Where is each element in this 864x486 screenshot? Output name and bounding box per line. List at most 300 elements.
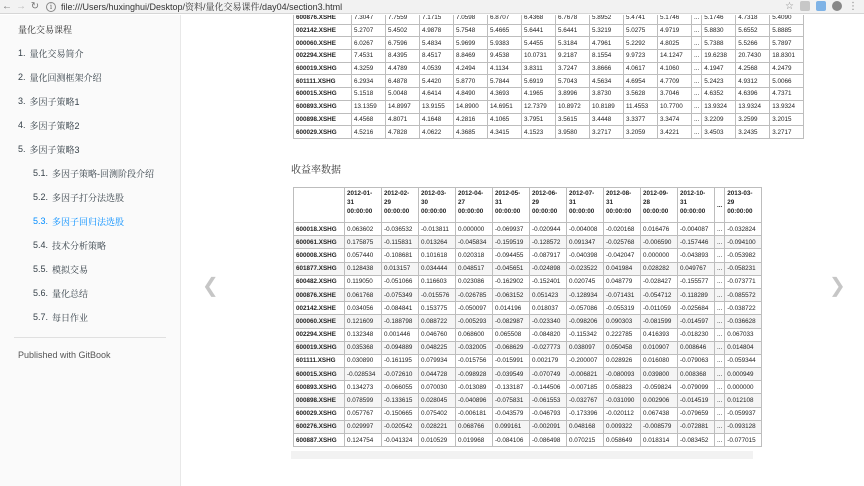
table-cell: 0.078599	[345, 394, 382, 407]
address-bar[interactable]: file:///Users/huxinghui/Desktop/资料/量化交易课件/day04/section3.html	[61, 2, 343, 12]
table-cell: -0.162902	[493, 275, 530, 288]
table-cell: -0.050097	[456, 302, 493, 315]
row-index-cell: 600887.XSHG	[294, 434, 345, 447]
table-cell: 5.8770	[454, 75, 488, 88]
table-cell: 5.8952	[590, 15, 624, 24]
sidebar-item-label: 技术分析策略	[52, 240, 107, 251]
table-cell: 5.4834	[420, 37, 454, 50]
table-cell: 5.2292	[624, 37, 658, 50]
table-cell: 0.132348	[345, 328, 382, 341]
table-cell: 4.1065	[488, 113, 522, 126]
table-cell: 20.7430	[736, 50, 770, 63]
table-cell: 13.9324	[770, 100, 804, 113]
table-cell: -0.038722	[725, 302, 762, 315]
row-index-cell: 600876.XSHE	[294, 15, 352, 24]
table-cell: 3.4503	[702, 126, 736, 139]
table-cell: 0.028282	[641, 262, 678, 275]
ellipsis-cell: ...	[692, 75, 702, 88]
ellipsis-cell: ...	[715, 223, 725, 236]
table-cell: -0.059824	[641, 381, 678, 394]
table-cell: 4.7961	[590, 37, 624, 50]
table-cell: -0.094889	[382, 341, 419, 354]
sidebar-item-label: 多因子策略2	[29, 120, 80, 131]
table-cell: -0.128572	[530, 236, 567, 249]
table-cell: 3.2717	[590, 126, 624, 139]
table-cell: -0.023522	[567, 262, 604, 275]
table-cell: 6.0267	[352, 37, 386, 50]
table-cell: 0.013264	[419, 236, 456, 249]
ellipsis-cell: ...	[715, 236, 725, 249]
table-cell: 3.2015	[770, 113, 804, 126]
table-cell: 6.8707	[488, 15, 522, 24]
table-cell: -0.073771	[725, 275, 762, 288]
table-cell: 0.002906	[641, 394, 678, 407]
table-cell: -0.079099	[678, 381, 715, 394]
ellipsis-cell: ...	[692, 113, 702, 126]
table-cell: -0.015576	[419, 288, 456, 301]
sidebar-item-label: 多因子回归法选股	[52, 216, 125, 227]
sidebar-item-number: 2.	[18, 72, 26, 82]
table-cell: 5.0048	[386, 88, 420, 101]
back-arrow-icon[interactable]: ←	[2, 1, 12, 12]
table-cell: 0.051423	[530, 288, 567, 301]
row-index-cell: 000898.XSHE	[294, 113, 352, 126]
section-heading: 收益率数据	[291, 165, 341, 176]
table-cell: 0.070215	[567, 434, 604, 447]
book-title[interactable]: 量化交易课程	[18, 25, 73, 35]
table-cell: 9.2187	[556, 50, 590, 63]
row-index-cell: 600019.XSHG	[294, 62, 352, 75]
table-cell: -0.058231	[725, 262, 762, 275]
table-cell: 0.039800	[641, 368, 678, 381]
table-cell: -0.081599	[641, 315, 678, 328]
row-index-cell: 000060.XSHE	[294, 315, 345, 328]
table-cell: 5.4665	[488, 24, 522, 37]
row-index-cell: 600019.XSHG	[294, 341, 345, 354]
table-cell: 5.6441	[522, 24, 556, 37]
table-cell: 6.4368	[522, 15, 556, 24]
table-cell: -0.055319	[604, 302, 641, 315]
table-row	[294, 302, 762, 315]
table-row	[294, 420, 762, 433]
table-cell: 6.7678	[556, 15, 590, 24]
sidebar-item[interactable]	[0, 137, 180, 161]
table-cell: 5.2707	[352, 24, 386, 37]
table-cell: 10.8189	[590, 100, 624, 113]
published-with-gitbook-link[interactable]: Published with GitBook	[18, 350, 111, 360]
table-cell: -0.152401	[530, 275, 567, 288]
extension-icon[interactable]	[816, 1, 826, 11]
table-cell: -0.077015	[725, 434, 762, 447]
row-index-cell: 002294.XSHE	[294, 50, 352, 63]
table-cell: -0.133615	[382, 394, 419, 407]
sidebar-item[interactable]	[0, 233, 180, 257]
table-row	[294, 394, 762, 407]
ellipsis-cell: ...	[692, 50, 702, 63]
table-cell: 4.2568	[736, 62, 770, 75]
table-cell: 4.1060	[658, 62, 692, 75]
ellipsis-cell: ...	[692, 88, 702, 101]
sidebar-item[interactable]	[0, 305, 180, 329]
table-cell: 0.034444	[419, 262, 456, 275]
table-cell: 10.7700	[658, 100, 692, 113]
table-cell: 4.2494	[454, 62, 488, 75]
table-cell: 0.020745	[567, 275, 604, 288]
row-index-cell: 600061.XSHG	[294, 236, 345, 249]
table-cell: -0.025684	[678, 302, 715, 315]
table-row	[294, 100, 804, 113]
table-cell: 5.7548	[454, 24, 488, 37]
table-cell: 14.1247	[658, 50, 692, 63]
table-cell: 3.7046	[658, 88, 692, 101]
ellipsis-cell: ...	[715, 288, 725, 301]
table-cell: 0.067438	[641, 407, 678, 420]
row-index-cell: 600008.XSHG	[294, 249, 345, 262]
table-cell: 3.5615	[556, 113, 590, 126]
sidebar-item-number: 5.	[18, 144, 26, 154]
sidebar-item-number: 5.5.	[33, 264, 49, 274]
table-cell: 0.049767	[678, 262, 715, 275]
table-cell: 0.000000	[456, 223, 493, 236]
table-cell: -0.144506	[530, 381, 567, 394]
table-cell: -0.098928	[456, 368, 493, 381]
table-cell: 4.5634	[590, 75, 624, 88]
table-cell: -0.006181	[456, 407, 493, 420]
sidebar-item[interactable]	[0, 257, 180, 281]
table-cell: 0.058649	[604, 434, 641, 447]
table-cell: -0.027773	[530, 341, 567, 354]
sidebar-nav	[0, 41, 180, 329]
table-cell: -0.020542	[382, 420, 419, 433]
column-header: 2012-06-29 00:00:00	[530, 188, 567, 223]
table-cell: 4.6954	[624, 75, 658, 88]
table-cell: 0.034056	[345, 302, 382, 315]
ellipsis-cell: ...	[715, 420, 725, 433]
ellipsis-cell: ...	[715, 434, 725, 447]
sidebar-item-number: 3.	[18, 96, 26, 106]
reload-icon[interactable]: ↻	[30, 1, 40, 12]
table-cell: -0.061553	[530, 394, 567, 407]
browser-toolbar	[0, 0, 864, 14]
table-cell: -0.155577	[678, 275, 715, 288]
sidebar-item[interactable]	[0, 185, 180, 209]
row-index-cell: 601111.XSHG	[294, 354, 345, 367]
table-cell: 5.0066	[770, 75, 804, 88]
table-cell: 5.4502	[386, 24, 420, 37]
table-cell: 7.0598	[454, 15, 488, 24]
table-cell: -0.053982	[725, 249, 762, 262]
table-cell: -0.032767	[567, 394, 604, 407]
table-cell: 5.7844	[488, 75, 522, 88]
table-cell: -0.133187	[493, 381, 530, 394]
table-cell: 4.7828	[386, 126, 420, 139]
sidebar-item[interactable]	[0, 161, 180, 185]
table-cell: 8.1554	[590, 50, 624, 63]
ellipsis-cell: ...	[715, 302, 725, 315]
table-cell: 5.5266	[736, 37, 770, 50]
row-index-cell: 000898.XSHE	[294, 394, 345, 407]
table-cell: 3.8311	[522, 62, 556, 75]
table-cell: -0.115831	[382, 236, 419, 249]
table-cell: 0.090303	[604, 315, 641, 328]
table-cell: 5.1746	[702, 15, 736, 24]
table-cell: -0.041324	[382, 434, 419, 447]
table-cell: -0.115342	[567, 328, 604, 341]
table-row	[294, 24, 804, 37]
table-cell: 4.3685	[454, 126, 488, 139]
table-row	[294, 315, 762, 328]
table-cell: 0.128438	[345, 262, 382, 275]
main-content	[182, 15, 864, 486]
table-row	[294, 407, 762, 420]
ellipsis-cell: ...	[715, 354, 725, 367]
table-cell: -0.080093	[604, 368, 641, 381]
table-cell: -0.079659	[678, 407, 715, 420]
table-cell: -0.066055	[382, 381, 419, 394]
table-cell: 4.1947	[702, 62, 736, 75]
ellipsis-header: ...	[715, 188, 725, 223]
table-cell: -0.028427	[641, 275, 678, 288]
table-cell: 4.3415	[488, 126, 522, 139]
table-cell: 14.8997	[386, 100, 420, 113]
table-cell: -0.085572	[725, 288, 762, 301]
table-cell: 4.0539	[420, 62, 454, 75]
table-cell: -0.150665	[382, 407, 419, 420]
table-cell: 3.2209	[702, 113, 736, 126]
forward-arrow-icon[interactable]: →	[16, 1, 26, 12]
column-header: 2012-10-31 00:00:00	[678, 188, 715, 223]
sidebar-item-number: 1.	[18, 48, 26, 58]
table-cell: 11.4553	[624, 100, 658, 113]
column-header: 2012-02-29 00:00:00	[382, 188, 419, 223]
table-cell: 10.8972	[556, 100, 590, 113]
ellipsis-cell: ...	[692, 126, 702, 139]
ellipsis-cell: ...	[715, 249, 725, 262]
table-cell: -0.083452	[678, 434, 715, 447]
table-cell: -0.069937	[493, 223, 530, 236]
table-cell: 0.124754	[345, 434, 382, 447]
table-cell: -0.075349	[382, 288, 419, 301]
table-cell: -0.071431	[604, 288, 641, 301]
row-index-cell: 601111.XSHG	[294, 75, 352, 88]
table-cell: 0.044728	[419, 368, 456, 381]
sidebar-item-number: 5.4.	[33, 240, 49, 250]
table-cell: 0.075402	[419, 407, 456, 420]
table-cell: 5.8885	[770, 24, 804, 37]
table-row	[294, 113, 804, 126]
table-cell: -0.002091	[530, 420, 567, 433]
table-cell: 3.2435	[736, 126, 770, 139]
menu-icon[interactable]: ⋮	[848, 1, 858, 12]
table-cell: 5.1746	[658, 15, 692, 24]
table-cell: -0.072610	[382, 368, 419, 381]
table-cell: 3.2717	[770, 126, 804, 139]
table-cell: 0.057440	[345, 249, 382, 262]
table-cell: 3.2599	[736, 113, 770, 126]
table-cell: -0.042047	[604, 249, 641, 262]
table-cell: 3.7247	[556, 62, 590, 75]
row-index-cell: 600015.XSHG	[294, 88, 352, 101]
table-cell: 4.6414	[420, 88, 454, 101]
table-cell: -0.108681	[382, 249, 419, 262]
table-cell: 4.3693	[488, 88, 522, 101]
table-cell: 4.7318	[736, 15, 770, 24]
table-cell: 0.099161	[493, 420, 530, 433]
sidebar-item-number: 5.2.	[33, 192, 49, 202]
sidebar-item-number: 5.3.	[33, 216, 49, 226]
table-cell: 7.1715	[420, 15, 454, 24]
table-cell: -0.013811	[419, 223, 456, 236]
table-cell: 4.7709	[658, 75, 692, 88]
table-cell: 8.4395	[386, 50, 420, 63]
table-cell: 3.7951	[522, 113, 556, 126]
table-cell: -0.157446	[678, 236, 715, 249]
table-cell: 8.8469	[454, 50, 488, 63]
table-cell: 13.9324	[702, 100, 736, 113]
table-cell: 0.019968	[456, 434, 493, 447]
extension-icon[interactable]	[832, 1, 842, 11]
table-cell: 13.9324	[736, 100, 770, 113]
table-row	[294, 341, 762, 354]
table-cell: -0.059344	[725, 354, 762, 367]
ellipsis-cell: ...	[715, 368, 725, 381]
table-cell: 0.134273	[345, 381, 382, 394]
ellipsis-cell: ...	[715, 381, 725, 394]
sidebar-item[interactable]	[0, 89, 180, 113]
table-cell: 4.7371	[770, 88, 804, 101]
table-cell: 0.038097	[567, 341, 604, 354]
table-cell: -0.040398	[567, 249, 604, 262]
info-icon[interactable]: i	[46, 2, 56, 12]
table-cell: 0.000000	[725, 381, 762, 394]
column-header: 2012-07-31 00:00:00	[567, 188, 604, 223]
table-cell: 0.020318	[456, 249, 493, 262]
table-cell: -0.043893	[678, 249, 715, 262]
code-block-edge	[291, 451, 753, 459]
ellipsis-cell: ...	[715, 262, 725, 275]
sidebar-item-number: 5.6.	[33, 288, 49, 298]
table-cell: 5.3184	[556, 37, 590, 50]
next-page-chevron-icon[interactable]: ❯	[829, 275, 846, 297]
extension-icon[interactable]	[800, 1, 810, 11]
table-cell: 5.0275	[624, 24, 658, 37]
table-row	[294, 37, 804, 50]
table-cell: 0.000949	[725, 368, 762, 381]
sidebar-item[interactable]	[0, 65, 180, 89]
table-cell: 5.6441	[556, 24, 590, 37]
table-cell: 0.068600	[456, 328, 493, 341]
table-cell: 4.1134	[488, 62, 522, 75]
table-cell: 0.002179	[530, 354, 567, 367]
table-cell: 5.4420	[420, 75, 454, 88]
table-cell: -0.006590	[641, 236, 678, 249]
table-cell: 0.119050	[345, 275, 382, 288]
table-cell: -0.005293	[456, 315, 493, 328]
table-cell: -0.014519	[678, 394, 715, 407]
table-cell: 0.030890	[345, 354, 382, 367]
table-cell: 5.1518	[352, 88, 386, 101]
row-index-cell: 600482.XSHG	[294, 275, 345, 288]
column-header: 2012-05-31 00:00:00	[493, 188, 530, 223]
table-cell: -0.011059	[641, 302, 678, 315]
sidebar-item-label: 量化总结	[52, 288, 89, 299]
table-row	[294, 354, 762, 367]
sidebar-item-label: 量化交易简介	[29, 48, 84, 59]
ellipsis-cell: ...	[692, 62, 702, 75]
ellipsis-cell: ...	[715, 394, 725, 407]
table-cell: 10.0731	[522, 50, 556, 63]
table-cell: -0.045834	[456, 236, 493, 249]
prev-page-chevron-icon[interactable]: ❮	[202, 275, 219, 297]
table-cell: -0.068629	[493, 341, 530, 354]
column-header: 2012-03-30 00:00:00	[419, 188, 456, 223]
table-cell: 0.008368	[678, 368, 715, 381]
table-cell: -0.057086	[567, 302, 604, 315]
table-cell: 0.153775	[419, 302, 456, 315]
table-cell: 0.018314	[641, 434, 678, 447]
column-header: 2012-09-28 00:00:00	[641, 188, 678, 223]
sidebar-item-label: 模拟交易	[52, 264, 89, 275]
table-cell: -0.015756	[456, 354, 493, 367]
table-cell: 4.1523	[522, 126, 556, 139]
table-row	[294, 381, 762, 394]
sidebar-item-label: 多因子策略1	[29, 96, 80, 107]
table-cell: 0.048225	[419, 341, 456, 354]
table-cell: 0.016476	[641, 223, 678, 236]
table-cell: -0.008579	[641, 420, 678, 433]
table-cell: 3.3474	[658, 113, 692, 126]
table-cell: -0.023340	[530, 315, 567, 328]
table-cell: -0.063152	[493, 288, 530, 301]
bookmark-star-icon[interactable]: ☆	[785, 1, 794, 12]
sidebar-item[interactable]	[0, 209, 180, 233]
table-cell: 0.048168	[567, 420, 604, 433]
table-cell: 6.4878	[386, 75, 420, 88]
table-cell: 0.013157	[382, 262, 419, 275]
table-cell: 0.058823	[604, 381, 641, 394]
table-cell: 5.3219	[590, 24, 624, 37]
column-header: 2012-01-31 00:00:00	[345, 188, 382, 223]
table-cell: -0.173396	[567, 407, 604, 420]
table-cell: 3.4448	[590, 113, 624, 126]
table-cell: 4.9878	[420, 24, 454, 37]
table-cell: 6.2934	[352, 75, 386, 88]
table-cell: 0.046760	[419, 328, 456, 341]
table-cell: -0.094100	[725, 236, 762, 249]
table-cell: -0.031090	[604, 394, 641, 407]
ellipsis-cell: ...	[692, 100, 702, 113]
table-cell: 5.9699	[454, 37, 488, 50]
table-cell: 0.101618	[419, 249, 456, 262]
table-cell: 0.061768	[345, 288, 382, 301]
table-row	[294, 328, 762, 341]
table-cell: 5.4090	[770, 15, 804, 24]
table-cell: 0.050458	[604, 341, 641, 354]
table-row	[294, 434, 762, 447]
table-cell: 4.2816	[454, 113, 488, 126]
table-cell: -0.025768	[604, 236, 641, 249]
table-cell: 0.068766	[456, 420, 493, 433]
sidebar-item[interactable]	[0, 281, 180, 305]
sidebar-item[interactable]	[0, 113, 180, 137]
table-row	[294, 62, 804, 75]
table-cell: 4.6396	[736, 88, 770, 101]
table-cell: 0.010907	[641, 341, 678, 354]
table-cell: -0.161195	[382, 354, 419, 367]
table-cell: -0.032824	[725, 223, 762, 236]
table-cell: 3.2059	[624, 126, 658, 139]
sidebar-item[interactable]	[0, 41, 180, 65]
